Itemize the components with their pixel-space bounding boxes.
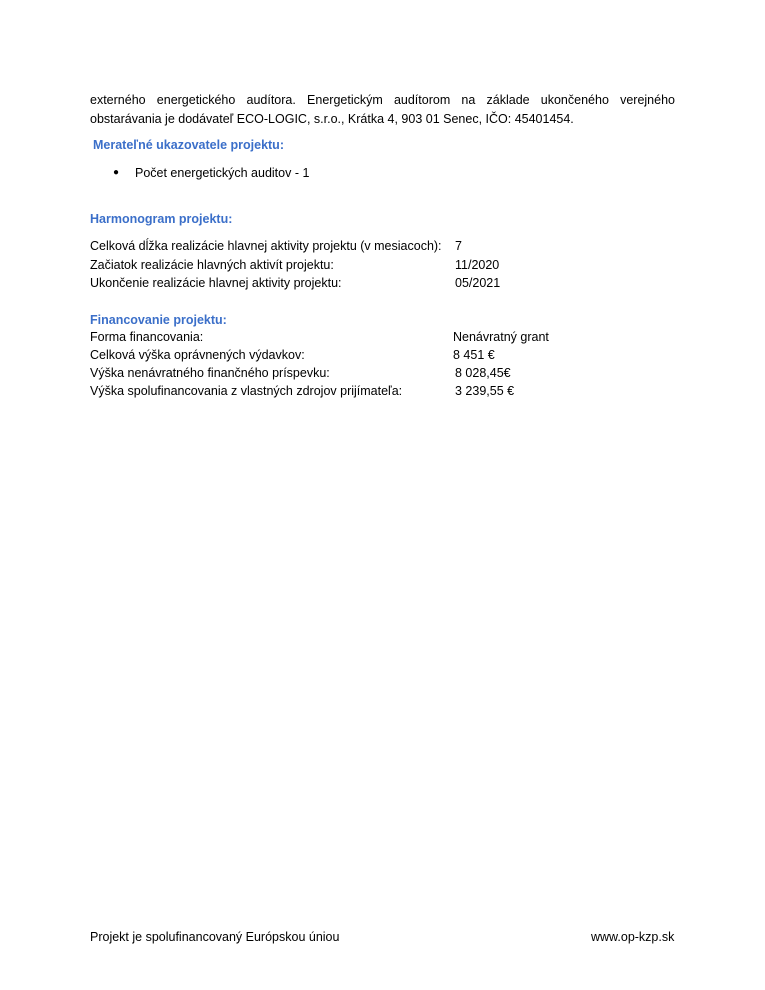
row-value: 11/2020 — [455, 258, 500, 272]
row-label: Celková výška oprávnených výdavkov: — [90, 348, 305, 362]
row-label: Výška spolufinancovania z vlastných zdrojov prijímateľa: — [90, 384, 403, 398]
row-value: 05/2021 — [455, 276, 501, 290]
financing-heading: Financovanie projektu: — [90, 313, 227, 327]
row-value: 8 028,45€ — [455, 366, 511, 380]
row-value: 3 239,55 € — [455, 384, 515, 398]
footer-eu-note: Projekt je spolufinancovaný Európskou úniou — [90, 930, 340, 944]
row-value: 8 451 € — [453, 348, 495, 362]
row-value: Nenávratný grant — [453, 330, 549, 344]
intro-paragraph: externého energetického audítora. Energetickým audítorom na základe ukončeného verejného obstarávania je dodávateľ ECO-LOGIC, s.r.o., Krátka 4, 903 01 Senec, IČO: 45401454. — [90, 93, 675, 126]
footer-website: www.op-kzp.sk — [591, 930, 675, 944]
bullet-icon: ● — [113, 167, 120, 178]
row-label: Forma financovania: — [90, 330, 204, 344]
row-label: Celková dĺžka realizácie hlavnej aktivity projektu (v mesiacoch): — [90, 239, 442, 253]
row-label: Začiatok realizácie hlavných aktivít projektu: — [90, 258, 334, 272]
row-value: 7 — [455, 239, 462, 253]
row-label: Výška nenávratného finančného príspevku: — [90, 366, 330, 380]
indicators-heading: Merateľné ukazovatele projektu: — [93, 138, 284, 152]
row-label: Ukončenie realizácie hlavnej aktivity projektu: — [90, 276, 342, 290]
schedule-heading: Harmonogram projektu: — [90, 212, 233, 226]
indicator-text: Počet energetických auditov - 1 — [135, 166, 310, 180]
